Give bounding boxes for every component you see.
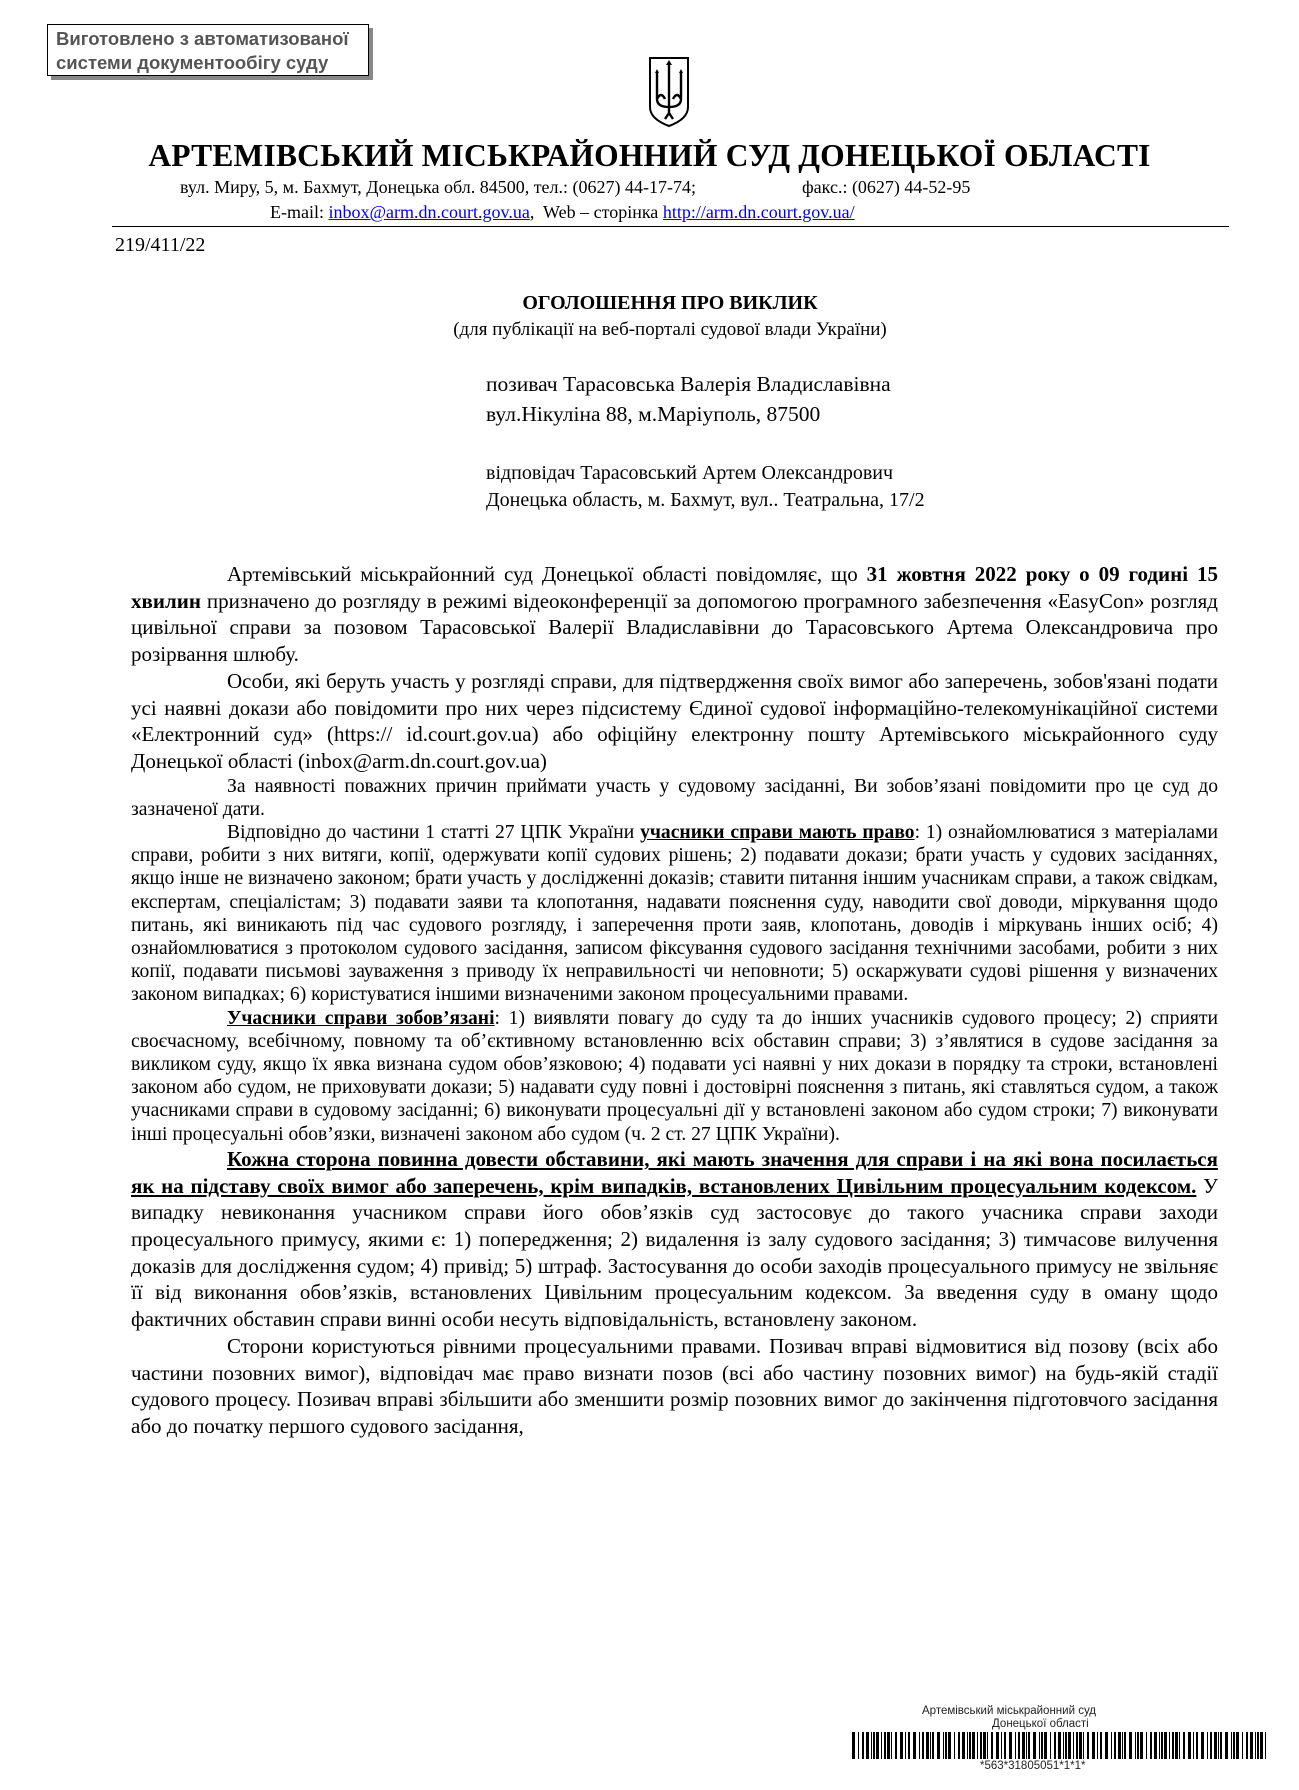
court-fax: факс.: (0627) 44-52-95	[802, 177, 971, 197]
paragraph-notify: За наявності поважних причин приймати участь у судовому засіданні, Ви зобов’язані повідомити про це суд до зазначеної дати.	[131, 775, 1218, 820]
burden-of-proof-statement: Кожна сторона повинна довести обставини, які мають значення для справи і на які вона посилається як на підставу своїх вимог або заперечень, крім випадків, встановлених Цивільним процесуальним кодексом.	[131, 1146, 1218, 1198]
barcode-icon	[852, 1732, 1268, 1759]
rights-heading: учасники справи мають право	[640, 822, 915, 844]
defendant-name: відповідач Тарасовський Артем Олександрович	[486, 462, 894, 484]
announcement-subtitle: (для публікації на веб-порталі судової влади України)	[453, 319, 887, 340]
announcement-body	[131, 561, 1218, 1440]
announcement-title: ОГОЛОШЕННЯ ПРО ВИКЛИК	[522, 292, 818, 314]
paragraph-duties: Учасники справи зобов’язані: 1) виявляти повагу до суду та до інших учасників судового процесу; 2) сприяти своєчасному, всебічному, повному та об’єктивному встановленню всіх обставин справи; 3) з’являтися в судове засідання за викликом суду, якщо їх явка визнана судом обов’язковою; 4) подавати усі наявні у них докази в порядку та строки, встановлені законом або судом, не приховувати докази; 5) надавати суду повні і достовірні пояснення з питань, які ставляться судом, а також учасниками справи в судовому засіданні; 6) виконувати процесуальні дії у встановлені законом або судом строки; 7) виконувати інші процесуальні обов’язки, визначені законом або судом (ч. 2 ст. 27 ЦПК України).	[131, 1007, 1218, 1145]
email-link[interactable]: inbox@arm.dn.court.gov.ua	[328, 202, 530, 222]
stamp-line-1: Виготовлено з автоматизованої	[56, 28, 349, 49]
footer-court-line-1: Артемівський міськрайонний суд	[922, 1705, 1097, 1717]
paragraph-equal-rights: Сторони користуються рівними процесуальними правами. Позивач вправі відмовитися від позову (всіх або частини позовних вимог), відповідач має право визнати позов (всі або частину позовних вимог) на будь-якій стадії судового процесу. Позивач вправі збільшити або зменшити розмір позовних вимог до закінчення підготовчого засідання або до початку першого судового засідання,	[131, 1333, 1218, 1438]
header-divider	[112, 226, 1229, 227]
paragraph-rights: Відповідно до частини 1 статті 27 ЦПК України учасники справи мають право: 1) ознайомлюватися з матеріалами справи, робити з них витяги, копії, одержувати копії судових рішень; 2) подавати докази; брати участь у судових засіданнях, якщо інше не визначено законом; брати участь у дослідженні доказів; ставити питання іншим учасникам справи, а також свідкам, експертам, спеціалістам; 3) подавати заяви та клопотання, надавати пояснення суду, наводити свої доводи, міркування щодо питань, які виникають під час судового розгляду, і заперечення проти заяв, клопотань, доводів і міркувань інших осіб; 4) ознайомлюватися з протоколом судового засідання, записом фіксування судового засідання технічними засобами, робити з них копії, подавати письмові зауваження з приводу їх неправильності чи неповноти; 5) оскаржувати судові рішення у визначених законом випадках; 6) користуватися іншими визначеними законом процесуальними правами.	[131, 822, 1219, 1006]
barcode-text: *563*31805051*1*1*	[980, 1760, 1086, 1772]
web-label: Web – сторінка	[543, 202, 659, 222]
paragraph-evidence: Особи, які беруть участь у розгляді справи, для підтвердження своїх вимог або заперечень, зобов'язані подати усі наявні докази або повідомити про них через підсистему Єдиної судової інформаційно-телекомунікаційної системи «Електронний суд» (https:// id.court.gov.ua) або офіційну електронну пошту Артемівського міськрайонного суду Донецької області (inbox@arm.dn.court.gov.ua)	[131, 668, 1218, 773]
defendant-address: Донецька область, м. Бахмут, вул.. Театральна, 17/2	[486, 489, 925, 511]
stamp-line-2: системи документообігу суду	[56, 52, 329, 73]
footer-court-line-2: Донецької області	[992, 1718, 1089, 1730]
plaintiff-address: вул.Нікуліна 88, м.Маріуполь, 87500	[486, 402, 821, 426]
trident-emblem-icon	[647, 55, 691, 129]
plaintiff-name: позивач Тарасовська Валерія Владиславівна	[486, 372, 891, 396]
court-name: АРТЕМІВСЬКИЙ МІСЬКРАЙОННИЙ СУД ДОНЕЦЬКОЇ ОБЛАСТІ	[148, 138, 1151, 173]
duties-heading: Учасники справи зобов’язані	[227, 1007, 495, 1029]
registration-number: 219/411/22	[115, 234, 206, 256]
paragraph-burden-of-proof: Кожна сторона повинна довести обставини, які мають значення для справи і на які вона посилається як на підставу своїх вимог або заперечень, крім випадків, встановлених Цивільним процесуальним кодексом. У випадку невиконання учасником справи його обов’язків суд застосовує до такого учасника справи заходи процесуального примусу, якими є: 1) попередження; 2) видалення із залу судового засідання; 3) тимчасове вилучення доказів для дослідження судом; 4) привід; 5) штраф. Застосування до особи заходів процесуального примусу не звільняє її від виконання обов’язків, встановлених Цивільним процесуальним кодексом. За введення суду в оману щодо фактичних обставин справи винні особи несуть відповідальність, встановлену законом.	[131, 1146, 1218, 1332]
court-address: вул. Миру, 5, м. Бахмут, Донецька обл. 84500, тел.: (0627) 44-17-74;	[180, 177, 697, 197]
auto-docflow-stamp	[47, 24, 369, 76]
hearing-datetime: 31 жовтня 2022 року о 09 годині 15 хвилин	[131, 562, 1219, 613]
email-label: E-mail:	[270, 202, 324, 222]
website-link[interactable]: http://arm.dn.court.gov.ua/	[662, 202, 855, 222]
court-contacts: E-mail: inbox@arm.dn.court.gov.ua, Web – сторінка http://arm.dn.court.gov.ua/	[270, 202, 855, 222]
paragraph-hearing: Артемівський міськрайонний суд Донецької області повідомляє, що 31 жовтня 2022 року о 09 годині 15 хвилин призначено до розгляду в режимі відеоконференції за допомогою програмного забезпечення «EasyCon» розгляд цивільної справи за позовом Тарасовської Валерії Владиславівни до Тарасовського Артема Олександровича про розірвання шлюбу.	[131, 562, 1219, 667]
